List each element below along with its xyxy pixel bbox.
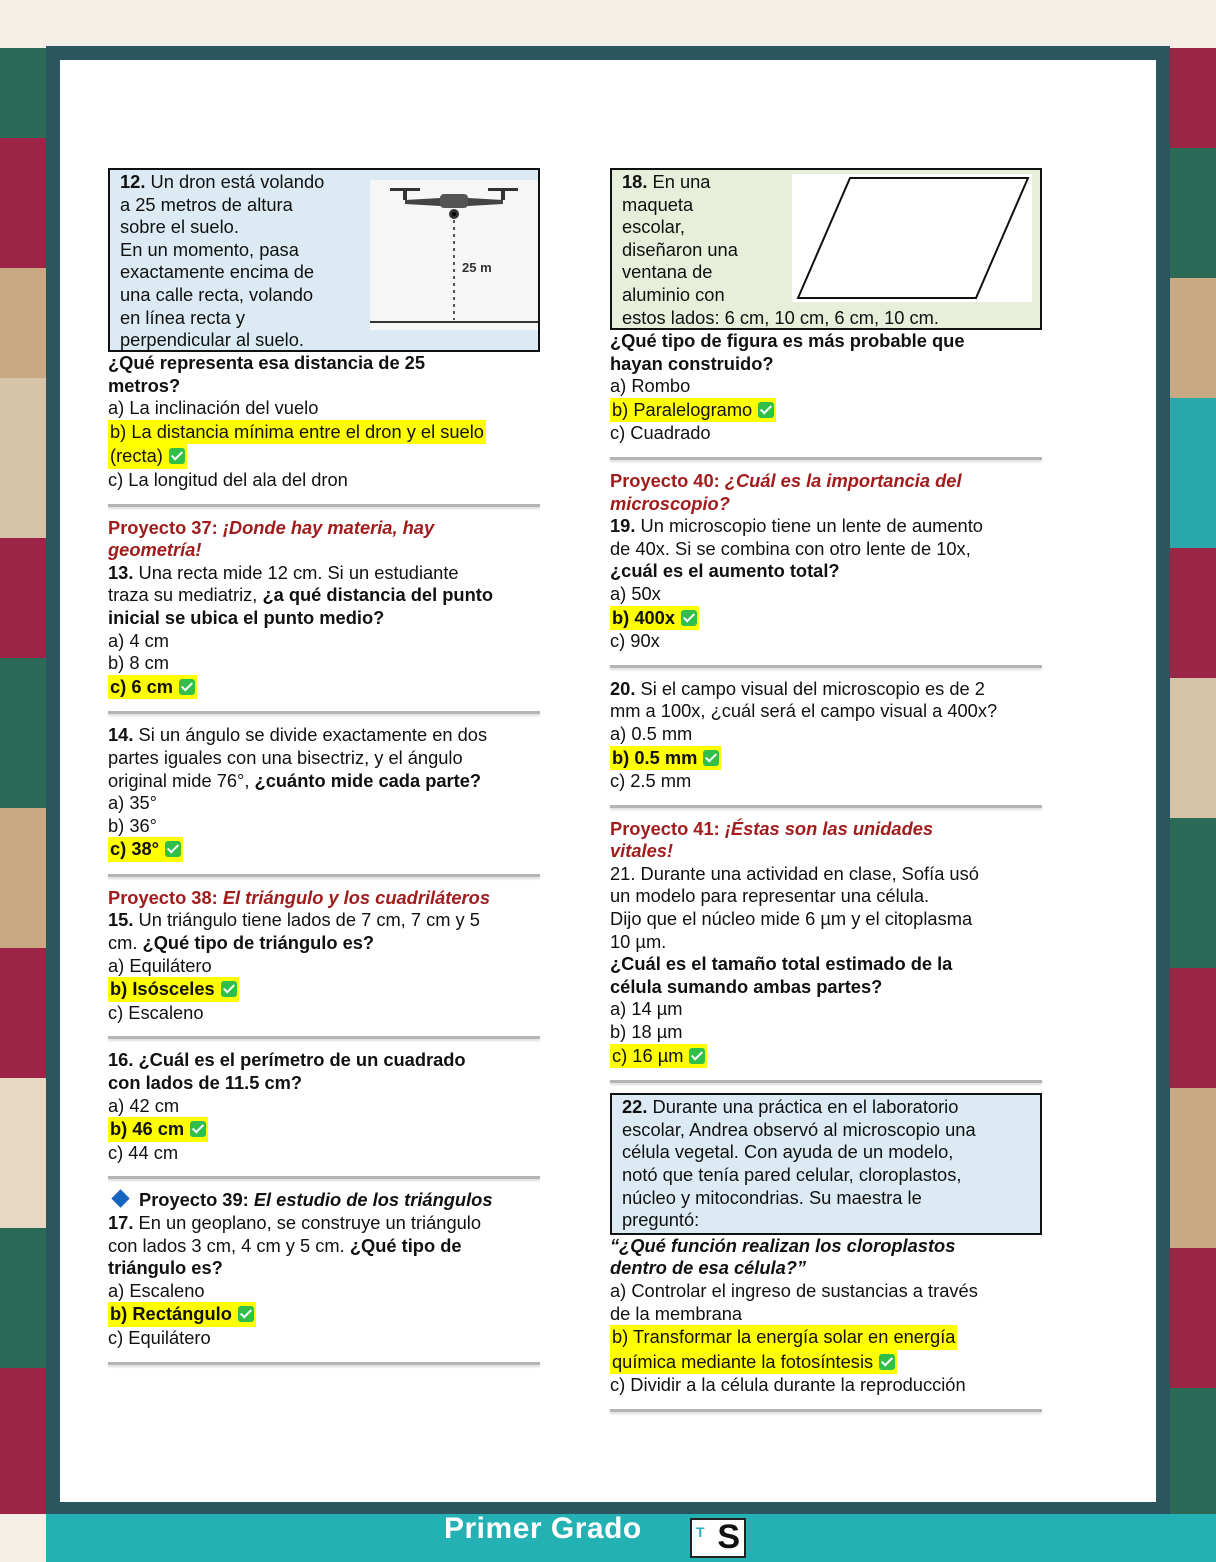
q18-text-5: aluminio con: [622, 283, 725, 305]
q13-option-b[interactable]: b) 8 cm: [108, 652, 169, 674]
q12-option-a[interactable]: a) La inclinación del vuelo: [108, 397, 319, 419]
question-number: 14.: [108, 724, 134, 746]
q20-text-1: Si el campo visual del microscopio es de 2: [635, 677, 985, 699]
check-icon: [703, 750, 719, 766]
q12-text-7: perpendicular al suelo.: [120, 329, 304, 351]
q21-text-2: Dijo que el núcleo mide 6 µm y el citoplasma: [610, 908, 973, 930]
divider: [610, 665, 1042, 668]
q15-option-a[interactable]: a) Equilátero: [108, 954, 212, 976]
q13-text-2b: ¿a qué distancia del punto: [262, 584, 494, 606]
question-22-box: [610, 1093, 1042, 1235]
question-number: 20.: [610, 677, 636, 699]
q19-text-3: ¿cuál es el aumento total?: [610, 560, 840, 582]
right-column: [610, 168, 1042, 1422]
q12-text-5: una calle recta, volando: [120, 283, 314, 305]
q22-text-0: Durante una práctica en el laboratorio: [647, 1096, 959, 1118]
q14-text-2: partes iguales con una bisectriz, y el ángulo: [108, 746, 463, 768]
q12-text-3: En un momento, pasa: [120, 238, 299, 260]
q18-text-1: maqueta: [622, 193, 694, 215]
q22-question-line-0: “¿Qué función realizan los cloroplastos: [610, 1234, 956, 1256]
divider: [610, 457, 1042, 460]
divider: [108, 874, 540, 877]
q21-option-c[interactable]: c) 16 µm: [612, 1044, 684, 1066]
divider: [108, 711, 540, 714]
project-39-title: El estudio de los triángulos: [253, 1189, 493, 1211]
q21-option-a[interactable]: a) 14 µm: [610, 998, 683, 1020]
project-37-title-1: ¡Donde hay materia, hay: [222, 516, 435, 538]
question-number: 22.: [622, 1096, 648, 1118]
divider: [108, 504, 540, 507]
check-icon: [221, 981, 237, 997]
q21-text-0: 21. Durante una actividad en clase, Sofía usó: [610, 862, 979, 884]
q19-option-b[interactable]: b) 400x: [612, 606, 676, 628]
q17-option-b[interactable]: b) Rectángulo: [110, 1303, 232, 1325]
check-icon: [879, 1354, 895, 1370]
project-39-prefix: Proyecto 39:: [139, 1189, 254, 1211]
q17-text-3: triángulo es?: [108, 1257, 223, 1279]
divider: [108, 1176, 540, 1179]
q12-text-6: en línea recta y: [120, 306, 245, 328]
drone-icon: [390, 188, 518, 219]
q22-text-2: célula vegetal. Con ayuda de un modelo,: [622, 1141, 954, 1163]
q21-question-line-0: ¿Cuál es el tamaño total estimado de la: [610, 953, 953, 975]
q20-option-c[interactable]: c) 2.5 mm: [610, 770, 692, 792]
q21-question-line-1: célula sumando ambas partes?: [610, 975, 883, 997]
q17-text-2a: con lados 3 cm, 4 cm y 5 cm.: [108, 1234, 350, 1256]
q21-option-b[interactable]: b) 18 µm: [610, 1021, 683, 1043]
q17-option-a[interactable]: a) Escaleno: [108, 1279, 205, 1301]
q19-text-2: de 40x. Si se combina con otro lente de 10x,: [610, 537, 971, 559]
drone-figure: [370, 180, 538, 330]
q14-text-1: Si un ángulo se divide exactamente en dos: [133, 724, 488, 746]
q18-option-a[interactable]: a) Rombo: [610, 375, 691, 397]
q14-option-b[interactable]: b) 36°: [108, 814, 157, 836]
q12-text-1: a 25 metros de altura: [120, 193, 293, 215]
q22-option-c[interactable]: c) Dividir a la célula durante la reproducción: [610, 1374, 966, 1396]
project-40-prefix: Proyecto 40:: [610, 469, 725, 491]
q14-text-3b: ¿cuánto mide cada parte?: [254, 769, 482, 791]
q14-text-3a: original mide 76°,: [108, 769, 255, 791]
q12-option-c[interactable]: c) La longitud del ala del dron: [108, 468, 348, 490]
q16-option-c[interactable]: c) 44 cm: [108, 1141, 179, 1163]
q22-option-a-line-2[interactable]: de la membrana: [610, 1302, 743, 1324]
q22-text-4: núcleo y mitocondrias. Su maestra le: [622, 1186, 922, 1208]
divider: [610, 1080, 1042, 1083]
q13-text-2a: traza su mediatriz,: [108, 584, 263, 606]
q21-text-3: 10 µm.: [610, 930, 667, 952]
diamond-bullet-icon: [111, 1190, 129, 1208]
q18-text-4: ventana de: [622, 261, 713, 283]
q22-option-b-line-1[interactable]: b) Transformar la energía solar en energía: [610, 1325, 957, 1350]
q15-text-2b: ¿Qué tipo de triángulo es?: [142, 932, 375, 954]
divider: [108, 1036, 540, 1039]
question-number: 12.: [120, 171, 146, 192]
parallelogram-figure: [792, 174, 1032, 302]
left-column: [108, 168, 540, 1375]
q22-text-5: preguntó:: [622, 1209, 700, 1231]
q20-option-a[interactable]: a) 0.5 mm: [610, 722, 693, 744]
check-icon: [681, 610, 697, 626]
q18-text-6: estos lados: 6 cm, 10 cm, 6 cm, 10 cm.: [622, 306, 939, 328]
check-icon: [758, 402, 774, 418]
check-icon: [190, 1121, 206, 1137]
q15-option-b[interactable]: b) Isósceles: [110, 978, 215, 1000]
q18-option-c[interactable]: c) Cuadrado: [610, 422, 711, 444]
question-18-box: [610, 168, 1042, 330]
q12-option-b-line-1[interactable]: b) La distancia mínima entre el dron y el suelo: [108, 420, 486, 445]
q13-text-1: Una recta mide 12 cm. Si un estudiante: [133, 561, 459, 583]
q18-option-b[interactable]: b) Paralelogramo: [612, 398, 753, 420]
question-number: 19.: [610, 515, 636, 537]
divider: [610, 1409, 1042, 1412]
check-icon: [238, 1306, 254, 1322]
check-icon: [689, 1048, 705, 1064]
project-38-title: El triángulo y los cuadriláteros: [222, 886, 490, 908]
q22-option-a-line-1[interactable]: a) Controlar el ingreso de sustancias a través: [610, 1279, 978, 1301]
question-number: 17.: [108, 1212, 134, 1233]
question-number: 18.: [622, 171, 648, 192]
project-41-title-1: ¡Éstas son las unidades: [724, 817, 934, 839]
project-37-prefix: Proyecto 37:: [108, 516, 223, 538]
project-41-prefix: Proyecto 41:: [610, 817, 725, 839]
check-icon: [169, 448, 185, 464]
q19-option-a[interactable]: a) 50x: [610, 582, 661, 604]
q22-text-3: notó que tenía pared celular, cloroplastos,: [622, 1164, 962, 1185]
q12-question-line-1: metros?: [108, 374, 181, 396]
q18-text-0: En una: [647, 171, 711, 192]
q14-option-c[interactable]: c) 38°: [110, 838, 159, 860]
logo-text: S: [717, 1518, 740, 1556]
q21-text-1: un modelo para representar una célula.: [610, 885, 930, 907]
q12-option-b-line-2[interactable]: (recta): [110, 445, 163, 467]
q13-option-c[interactable]: c) 6 cm: [110, 675, 174, 697]
q22-option-b-line-2[interactable]: química mediante la fotosíntesis: [612, 1350, 874, 1372]
q17-text-2b: ¿Qué tipo de: [349, 1234, 462, 1256]
q13-text-3: inicial se ubica el punto medio?: [108, 606, 385, 628]
project-40-title-1: ¿Cuál es la importancia del: [724, 469, 962, 491]
q17-option-c[interactable]: c) Equilátero: [108, 1326, 211, 1348]
divider: [108, 1362, 540, 1365]
project-38-prefix: Proyecto 38:: [108, 886, 223, 908]
divider: [610, 805, 1042, 808]
q22-question-line-1: dentro de esa célula?”: [610, 1257, 807, 1279]
q18-question-line-1: hayan construido?: [610, 352, 774, 374]
q15-text-2a: cm.: [108, 932, 143, 954]
q18-question-line-0: ¿Qué tipo de figura es más probable que: [610, 330, 965, 351]
q22-text-1: escolar, Andrea observó al microscopio una: [622, 1118, 976, 1140]
q18-text-3: diseñaron una: [622, 238, 738, 260]
q15-text-1: Un triángulo tiene lados de 7 cm, 7 cm y 5: [133, 909, 480, 931]
q16-text-2: con lados de 11.5 cm?: [108, 1072, 303, 1094]
q16-option-a[interactable]: a) 42 cm: [108, 1094, 180, 1116]
footer-title: Primer Grado: [444, 1512, 642, 1545]
question-number: 13.: [108, 561, 134, 583]
q19-text-1: Un microscopio tiene un lente de aumento: [635, 515, 983, 537]
q18-text-2: escolar,: [622, 216, 686, 238]
q16-option-b[interactable]: b) 46 cm: [110, 1118, 185, 1140]
check-icon: [179, 679, 195, 695]
q14-option-a[interactable]: a) 35°: [108, 792, 157, 814]
q12-text-2: sobre el suelo.: [120, 216, 239, 238]
q13-option-a[interactable]: a) 4 cm: [108, 629, 169, 651]
height-label: 25 m: [462, 260, 492, 275]
project-41-title-2: vitales!: [610, 840, 674, 862]
q16-text-1: 16. ¿Cuál es el perímetro de un cuadrado: [108, 1049, 466, 1071]
project-40-title-2: microscopio?: [610, 492, 730, 514]
q15-option-c[interactable]: c) Escaleno: [108, 1001, 204, 1023]
q17-text-1: En un geoplano, se construye un triángulo: [133, 1212, 482, 1233]
q19-option-c[interactable]: c) 90x: [610, 630, 660, 652]
question-12-box: 12. Un dron está volando a 25 metros de altura sobre el suelo. En un momento, pasa exactamente encima de una calle recta, volando en línea recta y perpendicular al suelo. 25 m: [108, 168, 540, 352]
q12-text-4: exactamente encima de: [120, 261, 315, 283]
question-number: 15.: [108, 909, 134, 931]
ts-logo: T S: [690, 1518, 746, 1558]
check-icon: [165, 841, 181, 857]
q20-text-2: mm a 100x, ¿cuál será el campo visual a 400x?: [610, 700, 998, 722]
project-37-title-2: geometría!: [108, 539, 202, 561]
q12-question-line-0: ¿Qué representa esa distancia de 25: [108, 352, 426, 373]
q20-option-b[interactable]: b) 0.5 mm: [612, 746, 698, 768]
